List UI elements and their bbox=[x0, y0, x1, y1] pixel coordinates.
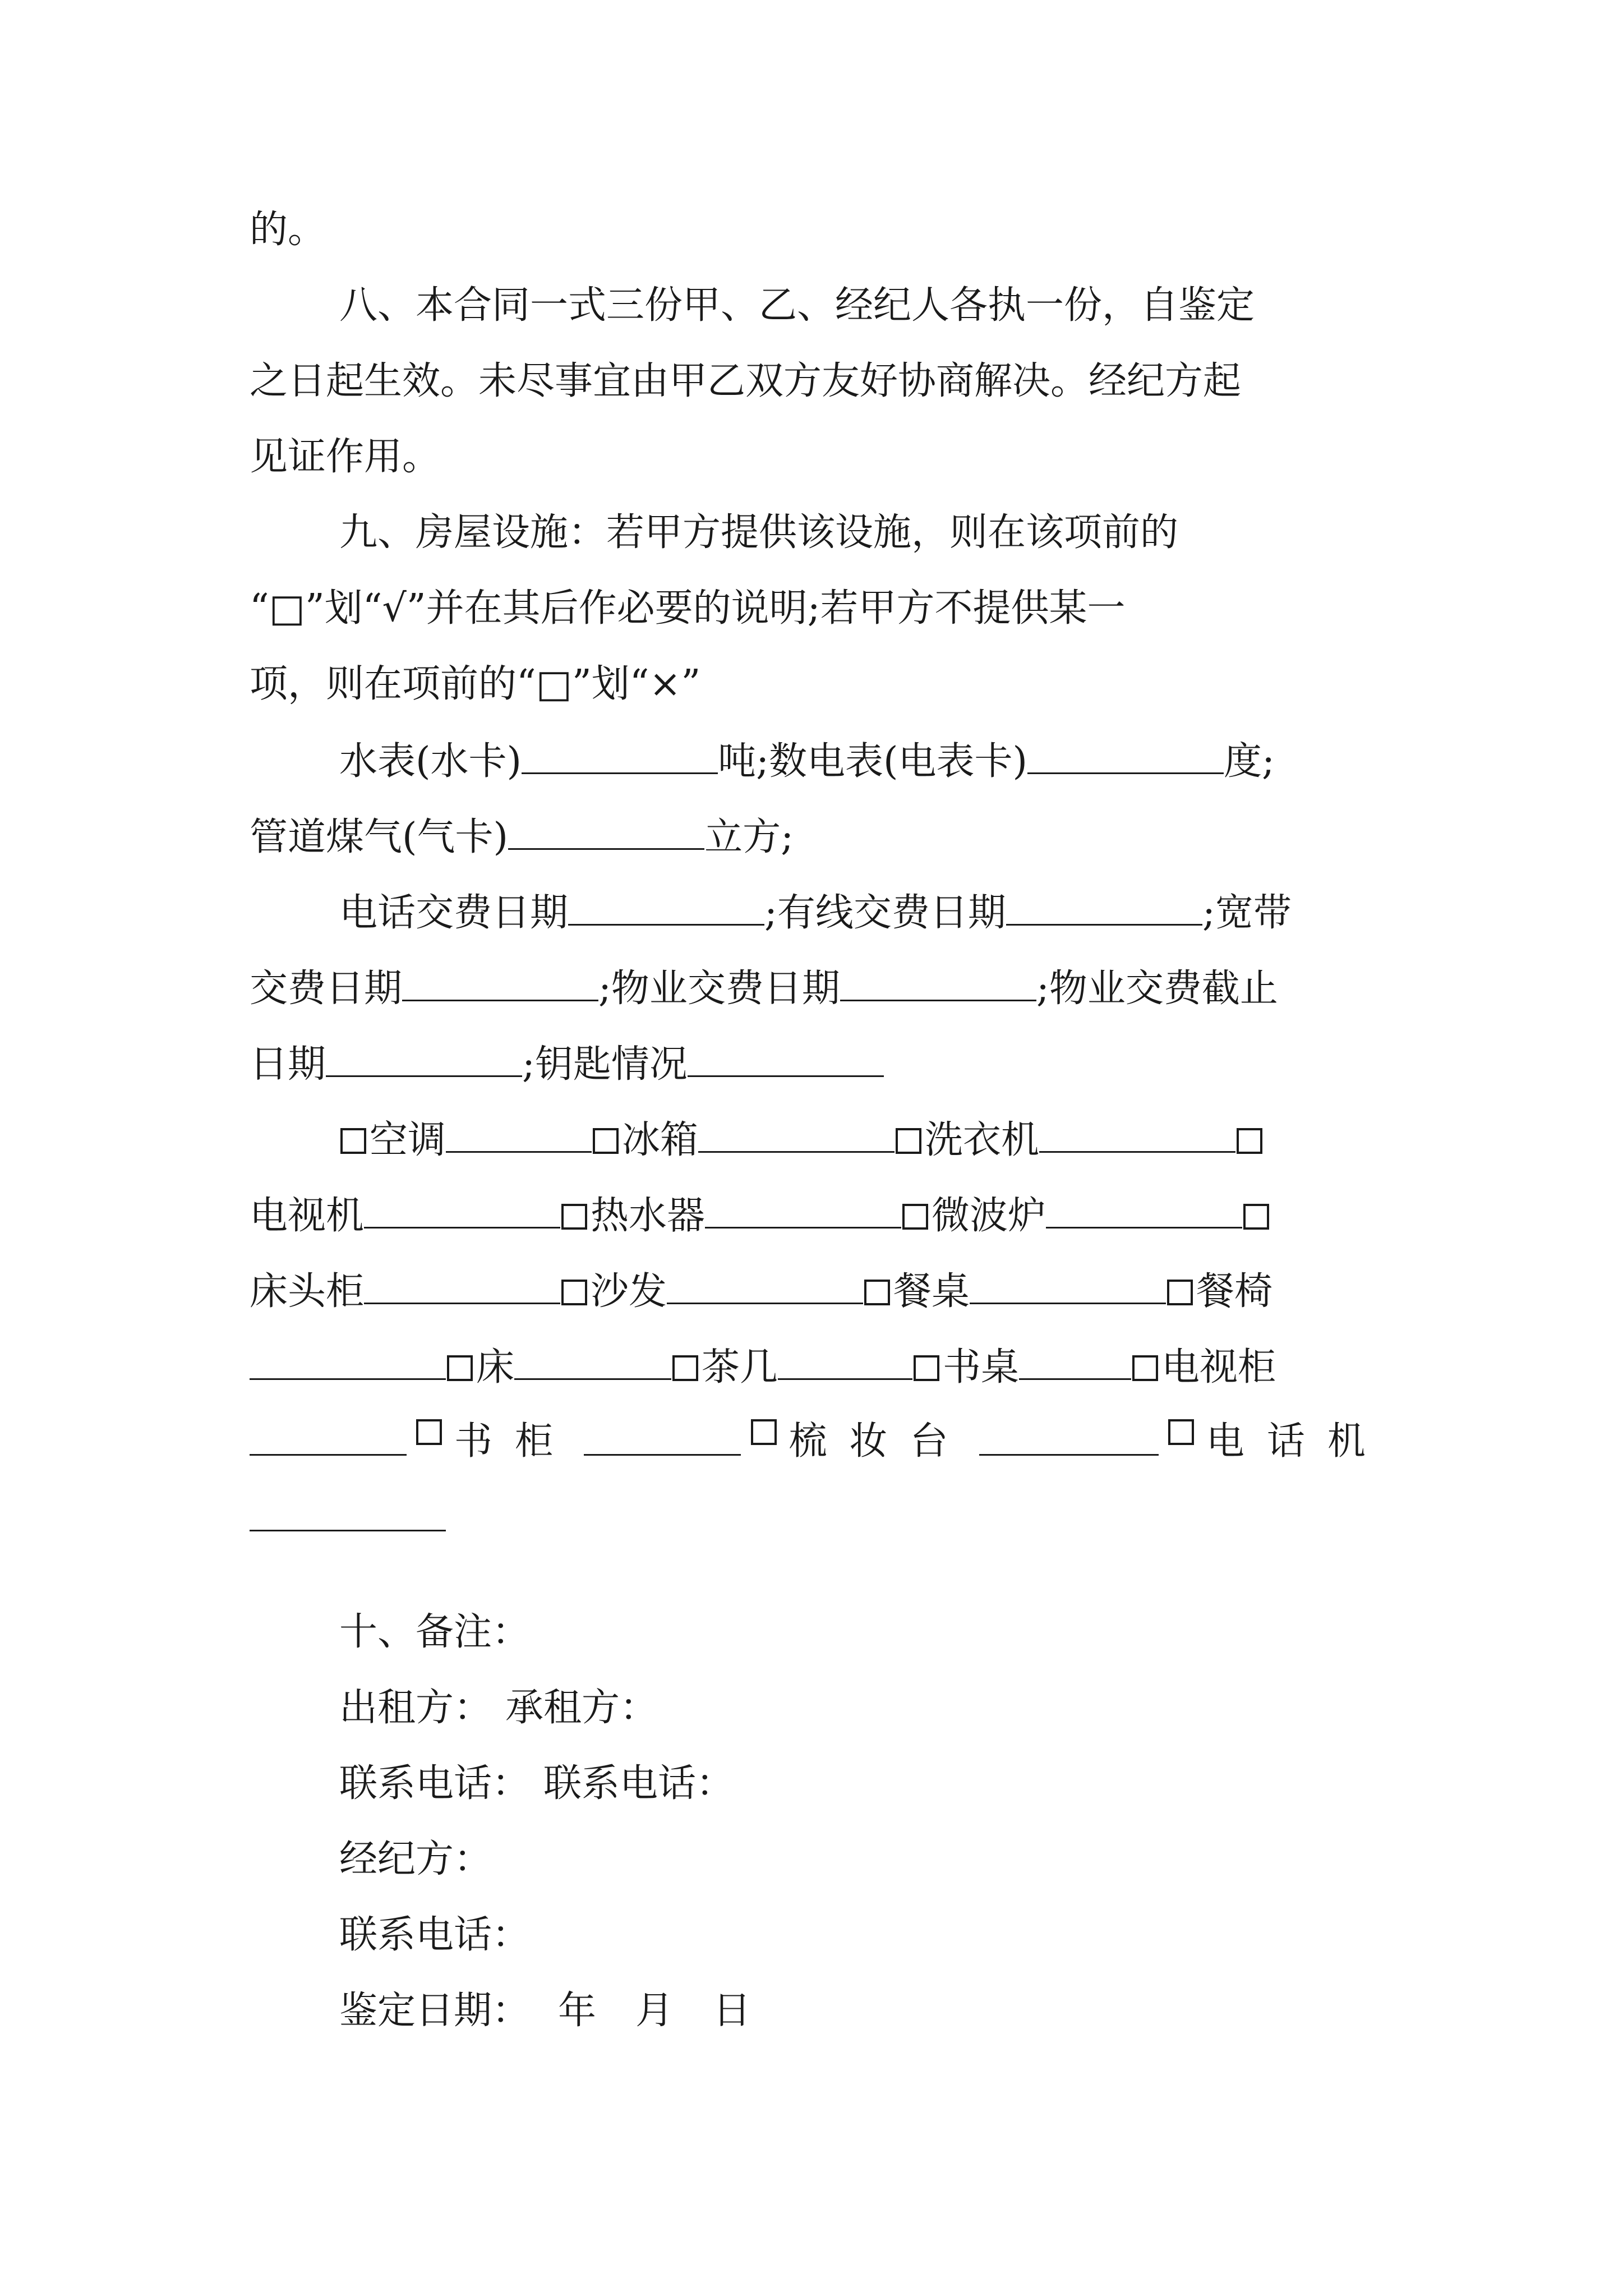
phone-fee-blank[interactable] bbox=[568, 889, 764, 926]
sofa-label: 沙发 bbox=[591, 1269, 667, 1314]
lessee-phone-label: 联系电话： bbox=[543, 1761, 735, 1806]
nightstand-label: 床头柜 bbox=[250, 1269, 365, 1314]
ac-label: 空调 bbox=[370, 1118, 446, 1162]
checkbox-telephone[interactable] bbox=[1168, 1419, 1194, 1445]
property-end-label-b: 日期 bbox=[250, 1042, 326, 1087]
bed-blank[interactable] bbox=[514, 1343, 671, 1380]
broadband-fee-label-b: 交费日期 bbox=[250, 967, 403, 1011]
checkbox-heater[interactable] bbox=[561, 1204, 587, 1230]
clause-9-line-2: “□”划“√”并在其后作必要的说明;若甲方不提供某一 bbox=[250, 586, 1126, 631]
tvcabinet-blank[interactable] bbox=[250, 1419, 407, 1456]
property-fee-blank[interactable] bbox=[840, 965, 1036, 1001]
property-end-blank[interactable] bbox=[326, 1041, 522, 1077]
chair-label: 餐椅 bbox=[1196, 1269, 1273, 1314]
tv-blank[interactable] bbox=[364, 1192, 560, 1228]
meters-line-2 bbox=[250, 813, 794, 858]
bookcase-label: 书柜 bbox=[454, 1419, 575, 1464]
water-unit-label: 吨;数电表(电表卡) bbox=[718, 739, 1028, 784]
agent-phone-label: 联系电话： bbox=[339, 1913, 531, 1957]
clause-9-line-1: 九、房屋设施：若甲方提供该设施，则在该项前的 bbox=[339, 510, 1179, 555]
checkbox-desk[interactable] bbox=[914, 1355, 939, 1381]
checkbox-table[interactable] bbox=[864, 1280, 890, 1305]
bed-label: 床 bbox=[476, 1345, 515, 1389]
sofa-blank[interactable] bbox=[667, 1268, 863, 1304]
keys-label: ;钥匙情况 bbox=[522, 1042, 688, 1087]
day-label: 日 bbox=[713, 1989, 751, 2033]
fees-line-3 bbox=[250, 1041, 884, 1085]
desk-label: 书桌 bbox=[943, 1345, 1020, 1389]
chair-blank[interactable] bbox=[250, 1343, 446, 1380]
desk-blank[interactable] bbox=[1019, 1343, 1131, 1380]
checkbox-tvcabinet[interactable] bbox=[1132, 1355, 1158, 1381]
teatable-label: 茶几 bbox=[702, 1345, 778, 1389]
broadband-fee-blank[interactable] bbox=[402, 965, 598, 1001]
tv-label: 电视机 bbox=[250, 1194, 365, 1238]
lessee-label: 承租方： bbox=[505, 1686, 658, 1730]
checkbox-teatable[interactable] bbox=[672, 1355, 698, 1381]
cable-fee-blank[interactable] bbox=[1006, 889, 1202, 926]
washer-blank[interactable] bbox=[1039, 1116, 1235, 1153]
washer-label: 洗衣机 bbox=[925, 1118, 1040, 1162]
fees-line-1 bbox=[339, 889, 1292, 934]
lessor-phone-label: 联系电话： bbox=[339, 1761, 531, 1806]
microwave-blank[interactable] bbox=[1046, 1192, 1242, 1228]
heater-label: 热水器 bbox=[591, 1194, 706, 1238]
gas-unit-label: 立方; bbox=[704, 815, 794, 859]
dresser-label: 梳妆台 bbox=[789, 1419, 971, 1464]
checkbox-dresser[interactable] bbox=[751, 1419, 777, 1445]
checkbox-tv[interactable] bbox=[1237, 1128, 1262, 1154]
clause-8-line-2: 之日起生效。未尽事宜由甲乙双方友好协商解决。经纪方起 bbox=[250, 359, 1242, 403]
microwave-label: 微波炉 bbox=[932, 1194, 1046, 1238]
facilities-line-5 bbox=[250, 1419, 1388, 1464]
facilities-line-2 bbox=[250, 1192, 1272, 1237]
checkbox-chair[interactable] bbox=[1167, 1280, 1193, 1305]
gas-meter-label: 管道煤气(气卡) bbox=[250, 815, 509, 859]
bookcase-blank[interactable] bbox=[584, 1419, 741, 1456]
date-label: 鉴定日期： bbox=[339, 1989, 531, 2033]
phone-fee-label: 电话交费日期 bbox=[339, 891, 569, 935]
table-label: 餐桌 bbox=[893, 1269, 970, 1314]
checkbox-bookcase[interactable] bbox=[416, 1419, 442, 1445]
date-line bbox=[339, 1989, 751, 2033]
checkbox-microwave[interactable] bbox=[902, 1204, 928, 1230]
tvcabinet-label: 电视柜 bbox=[1161, 1345, 1276, 1389]
keys-blank[interactable] bbox=[688, 1041, 884, 1077]
clause-8-line-3: 见证作用。 bbox=[250, 435, 441, 479]
ac-blank[interactable] bbox=[446, 1116, 592, 1153]
property-end-label-a: ;物业交费截止 bbox=[1036, 967, 1278, 1011]
agent-label: 经纪方： bbox=[339, 1837, 492, 1881]
parties-line bbox=[339, 1686, 658, 1731]
lessor-label: 出租方： bbox=[339, 1686, 492, 1730]
clause-9-line-3: 项，则在项前的“□”划“×” bbox=[250, 662, 701, 706]
heater-blank[interactable] bbox=[705, 1192, 901, 1228]
paragraph-end: 的。 bbox=[250, 208, 326, 252]
fridge-blank[interactable] bbox=[698, 1116, 895, 1153]
facilities-line-3 bbox=[250, 1268, 1272, 1313]
dresser-blank[interactable] bbox=[979, 1419, 1159, 1456]
facilities-line-4 bbox=[250, 1343, 1276, 1388]
water-meter-blank[interactable] bbox=[522, 738, 718, 774]
water-meter-label: 水表(水卡) bbox=[339, 739, 522, 784]
month-label: 月 bbox=[635, 1989, 674, 2033]
gas-meter-blank[interactable] bbox=[508, 813, 704, 850]
telephone-label: 电话机 bbox=[1206, 1419, 1388, 1464]
checkbox-bed[interactable] bbox=[447, 1355, 473, 1381]
clause-8-line-1: 八、本合同一式三份甲、乙、经纪人各执一份，自鉴定 bbox=[339, 283, 1255, 328]
broadband-fee-label-a: ;宽带 bbox=[1202, 891, 1292, 935]
cable-fee-label: ;有线交费日期 bbox=[764, 891, 1006, 935]
property-fee-label: ;物业交费日期 bbox=[598, 967, 840, 1011]
checkbox-fridge[interactable] bbox=[593, 1128, 619, 1154]
facilities-line-6 bbox=[250, 1495, 446, 1540]
fridge-label: 冰箱 bbox=[622, 1118, 699, 1162]
checkbox-sofa[interactable] bbox=[561, 1280, 587, 1305]
facilities-line-1 bbox=[339, 1116, 1266, 1161]
phones-line bbox=[339, 1761, 734, 1806]
electric-unit-label: 度; bbox=[1224, 739, 1275, 784]
remarks-title: 十、备注： bbox=[339, 1610, 531, 1654]
checkbox-ac[interactable] bbox=[340, 1128, 366, 1154]
table-blank[interactable] bbox=[970, 1268, 1166, 1304]
checkbox-washer[interactable] bbox=[896, 1128, 921, 1154]
electric-meter-blank[interactable] bbox=[1027, 738, 1224, 774]
year-label: 年 bbox=[558, 1989, 597, 2033]
teatable-blank[interactable] bbox=[778, 1343, 912, 1380]
meters-line-1 bbox=[339, 738, 1275, 783]
telephone-blank[interactable] bbox=[250, 1495, 446, 1531]
nightstand-blank[interactable] bbox=[364, 1268, 560, 1304]
fees-line-2 bbox=[250, 965, 1278, 1010]
checkbox-nightstand[interactable] bbox=[1243, 1204, 1269, 1230]
